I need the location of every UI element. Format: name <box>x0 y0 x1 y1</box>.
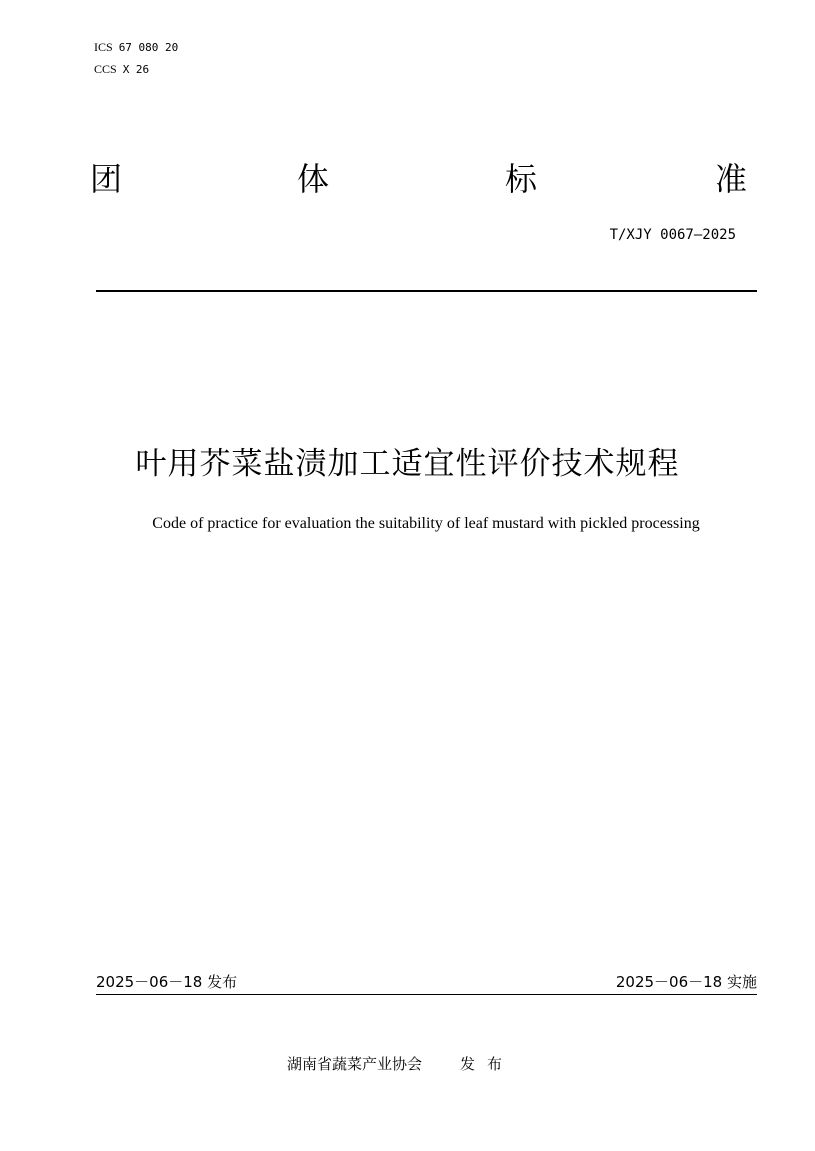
standard-number: T/XJY 0067—2025 <box>609 227 736 243</box>
standard-type-char-3: 标 <box>505 160 538 198</box>
publisher-name: 湖南省蔬菜产业协会 <box>287 1055 423 1073</box>
ccs-classification <box>94 62 149 77</box>
standard-type-char-4: 准 <box>715 160 748 198</box>
document-title-en: Code of practice for evaluation the suitability of leaf mustard with pickled processing <box>152 515 700 532</box>
publisher-line <box>287 1054 514 1074</box>
ics-label: ICS <box>94 40 113 54</box>
issue-date: 2025－06－18 发布 <box>96 973 238 991</box>
top-divider <box>96 290 757 292</box>
publisher-action: 发布 <box>460 1055 515 1073</box>
ics-classification <box>94 40 178 55</box>
bottom-divider <box>96 994 757 995</box>
ccs-value: X 26 <box>122 63 150 76</box>
standard-type-char-2: 体 <box>297 160 330 198</box>
ics-value: 67 080 20 <box>118 41 179 54</box>
document-title-zh: 叶用芥菜盐渍加工适宜性评价技术规程 <box>135 446 680 482</box>
ccs-label: CCS <box>94 62 117 76</box>
standard-type-char-1: 团 <box>90 160 123 198</box>
implementation-date: 2025－06－18 实施 <box>615 973 757 991</box>
